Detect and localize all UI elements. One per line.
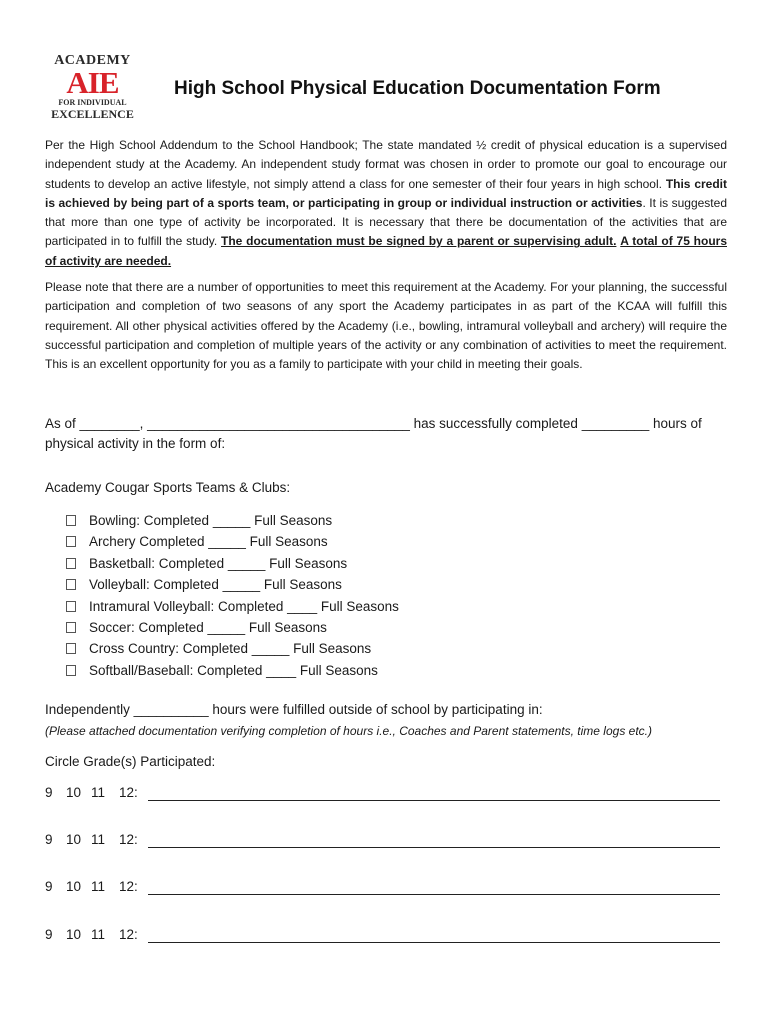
documentation-note: (Please attached documentation verifying completion of hours i.e., Coaches and Parent statements, time logs etc.) <box>45 724 652 738</box>
logo-individual-text: FOR INDIVIDUAL <box>58 98 127 107</box>
grade-12[interactable]: 12: <box>119 785 138 800</box>
sport-label: Intramural Volleyball: Completed ____ Full Seasons <box>89 598 399 614</box>
list-item[interactable] <box>66 510 399 531</box>
grade-11[interactable]: 11 <box>91 927 106 942</box>
completion-statement-cont: physical activity in the form of: <box>45 436 226 451</box>
sport-label: Cross Country: Completed _____ Full Seasons <box>89 641 372 657</box>
list-item[interactable] <box>66 531 399 552</box>
grade-10[interactable]: 10 <box>66 832 82 847</box>
completion-statement[interactable]: As of ________, ___________________________________ has successfully completed _________ hours of <box>45 416 702 431</box>
list-item[interactable] <box>66 660 399 681</box>
grade-11[interactable]: 11 <box>91 832 106 847</box>
grade-row[interactable] <box>45 879 720 899</box>
circle-grades-label: Circle Grade(s) Participated: <box>45 754 216 769</box>
planning-paragraph: Please note that there are a number of opportunities to meet this requirement at the Academy. For your planning, the successful participation and completion of two seasons of any sport the Academy participates in as part of the KCAA will fulfill this requirement. All other physical activities offered by the Academy (i.e., bowling, intramural volleyball and archery) will require the successful participation and completion of multiple years of the activity or any combination of activities to meet the requirement. This is an excellent opportunity for you as a family to participate with your child in meeting their goals. <box>45 280 727 372</box>
academy-logo <box>50 54 135 122</box>
sport-label: Softball/Baseball: Completed ____ Full Seasons <box>89 662 378 678</box>
grade-9[interactable]: 9 <box>45 832 53 847</box>
sport-label: Soccer: Completed _____ Full Seasons <box>89 619 327 635</box>
checkbox-icon[interactable] <box>66 558 76 569</box>
checkbox-icon[interactable] <box>66 536 76 547</box>
intro-bold-text: This credit is achieved by being part of a sports team, or participating in group or individual instruction or activities <box>45 176 727 210</box>
checkbox-icon[interactable] <box>66 643 76 654</box>
activity-entry-line[interactable] <box>148 800 720 801</box>
grade-11[interactable]: 11 <box>91 879 106 894</box>
checkbox-icon[interactable] <box>66 579 76 590</box>
grade-12[interactable]: 12: <box>119 832 138 847</box>
grade-10[interactable]: 10 <box>66 785 82 800</box>
activity-entry-line[interactable] <box>148 942 720 943</box>
grade-11[interactable]: 11 <box>91 785 106 800</box>
grade-9[interactable]: 9 <box>45 927 53 942</box>
intro-text-1: Per the High School Addendum to the School Handbook; The state mandated ½ credit of physical education is a supervised independent study at the Academy. An independent study format was chosen in order to promote our goal to encourage our students to develop an active lifestyle, not simply attend a class for one semester of their four years in high school. <box>45 138 727 191</box>
page-title: High School Physical Education Documentation Form <box>174 78 661 99</box>
list-item[interactable] <box>66 617 399 638</box>
list-item[interactable] <box>66 596 399 617</box>
sport-label: Volleyball: Completed _____ Full Seasons <box>89 577 342 593</box>
signature-requirement: The documentation must be signed by a parent or supervising adult. <box>221 234 617 249</box>
hours-requirement: A total of 75 hours of activity are needed. <box>45 234 727 268</box>
logo-excellence-text: EXCELLENCE <box>51 107 134 121</box>
grade-row[interactable] <box>45 927 720 947</box>
intro-text-2: . It is suggested that more than one type of activity be incorporated. It is necessary that there be documentation of the activities that are participated in to fulfill the study. <box>45 195 727 249</box>
grade-10[interactable]: 10 <box>66 927 82 942</box>
intro-paragraph <box>45 136 727 271</box>
grade-10[interactable]: 10 <box>66 879 82 894</box>
grade-9[interactable]: 9 <box>45 785 53 800</box>
sport-label: Archery Completed _____ Full Seasons <box>89 534 328 550</box>
checkbox-icon[interactable] <box>66 665 76 676</box>
sports-checklist <box>66 510 399 681</box>
sport-label: Bowling: Completed _____ Full Seasons <box>89 513 333 528</box>
activity-entry-line[interactable] <box>148 894 720 895</box>
grade-12[interactable]: 12: <box>119 927 138 942</box>
grade-row[interactable] <box>45 785 720 805</box>
grade-9[interactable]: 9 <box>45 879 53 894</box>
checkbox-icon[interactable] <box>66 515 76 526</box>
checkbox-icon[interactable] <box>66 601 76 612</box>
sport-label: Basketball: Completed _____ Full Seasons <box>89 555 348 571</box>
sports-heading: Academy Cougar Sports Teams & Clubs: <box>45 480 291 495</box>
checkbox-icon[interactable] <box>66 622 76 633</box>
list-item[interactable] <box>66 638 399 659</box>
logo-academy-text: ACADEMY <box>54 53 131 68</box>
grade-12[interactable]: 12: <box>119 879 138 894</box>
independent-hours-line[interactable]: Independently __________ hours were fulfilled outside of school by participating in: <box>45 702 543 717</box>
list-item[interactable] <box>66 553 399 574</box>
activity-entry-line[interactable] <box>148 847 720 848</box>
logo-aie-text: AIE <box>66 65 119 100</box>
grade-row[interactable] <box>45 832 720 852</box>
list-item[interactable] <box>66 574 399 595</box>
